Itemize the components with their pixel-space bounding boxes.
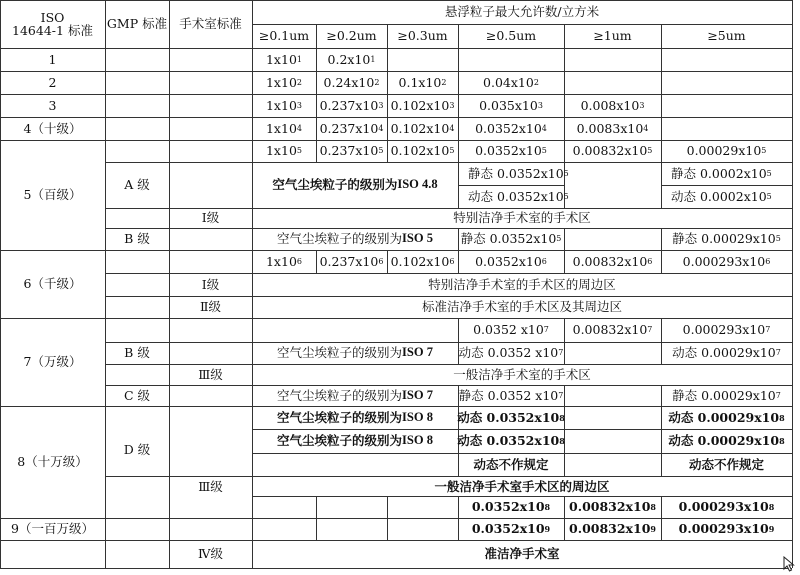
- iso-note-value: ISO 7: [402, 387, 433, 402]
- value-cell: 0.102x10 4: [390, 120, 455, 136]
- iso-note-value: ISO 8: [402, 433, 433, 448]
- value-cell: 1x10 5: [265, 143, 302, 159]
- value-cell: 0.0352x10 4: [475, 120, 547, 136]
- iso-note-c7: [252, 385, 458, 406]
- value-cell: 0.24x10 2: [323, 74, 380, 90]
- or-iii-perimeter: 一般洁净手术室手术区的周边区: [434, 478, 610, 494]
- iso-note-b7: [252, 342, 458, 364]
- gmp-grade-b: B 级: [124, 231, 150, 247]
- value-cell: 0.00832x10 9: [569, 521, 656, 537]
- iso-note-prefix: 空气尘埃粒子的级别为: [277, 433, 403, 449]
- value-cell: 1x10 1: [265, 51, 302, 67]
- value-cell: 1x10 2: [265, 74, 302, 90]
- dynamic-b7-05: 动态 0.0352 x10 7: [458, 345, 564, 361]
- or-i-area: 特别洁净手术室的手术区: [453, 210, 591, 226]
- value-cell: 0.0352x10 8: [471, 499, 551, 515]
- value-cell: 0.04x10 2: [483, 74, 539, 90]
- value-cell: 0.000293x10 7: [682, 322, 771, 338]
- value-cell: 0.1x10 2: [398, 74, 447, 90]
- iso-note-value: ISO 7: [402, 345, 433, 360]
- dynamic-d-5-1: 动态 0.00029x10 8: [668, 409, 785, 425]
- static-b5-05: 静态 0.0352x10 5: [460, 231, 562, 247]
- value-cell: 0.237x10 6: [319, 253, 384, 269]
- header-size-2: ≥0.3um: [397, 28, 448, 44]
- iso-note-b5: [252, 228, 458, 250]
- iso-note-prefix: 空气尘埃粒子的级别为: [277, 345, 403, 361]
- value-cell: 0.00029x10 5: [686, 143, 767, 159]
- static-a-05: 静态 0.0352x10 5: [468, 165, 569, 181]
- iso-note-prefix: 空气尘埃粒子的级别为: [277, 231, 403, 247]
- value-cell: 0.102x10 3: [390, 97, 455, 113]
- header-or: 手术室标准: [179, 16, 242, 32]
- iso-class-8: 8（十万级）: [17, 454, 88, 470]
- iso-note-prefix: 空气尘埃粒子的级别为: [277, 409, 403, 425]
- dynamic-a-05: 动态 0.0352x10 5: [468, 188, 569, 204]
- iso-class-9: 9（一百万级）: [11, 521, 94, 537]
- iso-note-value: ISO 4.8: [397, 177, 438, 192]
- iso-class-1: 1: [48, 51, 57, 67]
- or-iv-area: 准洁净手术室: [484, 546, 560, 562]
- value-cell: 0.0352x10 5: [475, 143, 547, 159]
- value-cell: 0.00832x10 7: [572, 322, 653, 338]
- iso-note-value: ISO 5: [402, 231, 433, 246]
- or-grade-iii: Ⅲ级: [198, 366, 223, 382]
- or-grade-iii-perimeter: Ⅲ级: [198, 478, 223, 494]
- value-cell: 0.000293x10 9: [678, 521, 775, 537]
- value-cell: 0.2x10 1: [327, 51, 376, 67]
- header-size-0: ≥0.1um: [258, 28, 310, 44]
- or-i-perimeter: 特别洁净手术室的手术区的周边区: [428, 276, 616, 292]
- or-grade-i-perimeter: Ⅰ级: [201, 276, 220, 292]
- or-grade-i: Ⅰ级: [201, 210, 220, 226]
- value-cell: 0.008x10 3: [580, 97, 645, 113]
- value-cell: 0.237x10 3: [319, 97, 384, 113]
- value-cell: 0.000293x10 8: [678, 499, 775, 515]
- iso-class-7: 7（万级）: [23, 354, 82, 370]
- value-cell: 0.00832x10 6: [572, 253, 653, 269]
- static-c7-5: 静态 0.00029x10 7: [672, 387, 781, 403]
- header-iso-line1: ISO: [40, 9, 65, 25]
- header-size-5: ≥5um: [707, 28, 746, 44]
- dynamic-b7-5: 动态 0.00029x10 7: [672, 345, 781, 361]
- value-cell: 0.0083x10 4: [576, 120, 649, 136]
- header-size-3: ≥0.5um: [485, 28, 537, 44]
- header-gmp: GMP 标准: [106, 16, 168, 32]
- value-cell: 0.237x10 5: [319, 143, 384, 159]
- iso-note-prefix: 空气尘埃粒子的级别为: [277, 387, 403, 403]
- value-cell: 0.00832x10 8: [569, 499, 656, 515]
- header-iso-line2: 14644-1 标准: [12, 23, 93, 38]
- dynamic-unspecified-5: 动态不作规定: [688, 456, 764, 472]
- header-iso: [0, 0, 105, 48]
- value-cell: 1x10 4: [265, 120, 302, 136]
- iso-note-d1: [252, 406, 458, 429]
- iso-class-6: 6（千级）: [23, 276, 82, 292]
- value-cell: 0.035x10 3: [479, 97, 543, 113]
- value-cell: 1x10 6: [265, 253, 302, 269]
- static-b5-5: 静态 0.00029x10 5: [672, 231, 781, 247]
- iso-note-value: ISO 8: [402, 409, 433, 424]
- gmp-grade-c: C 级: [123, 387, 151, 403]
- dynamic-a-5: 动态 0.0002x10 5: [671, 188, 772, 204]
- iso-class-4: 4（十级）: [23, 120, 82, 136]
- value-cell: 0.237x10 4: [319, 120, 384, 136]
- or-grade-ii: Ⅱ级: [200, 299, 221, 315]
- or-ii-area: 标准洁净手术室的手术区及其周边区: [421, 299, 622, 315]
- dynamic-d-05-2: 动态 0.0352x10 8: [457, 433, 565, 449]
- iso-class-5: 5（百级）: [23, 187, 82, 203]
- iso-note-prefix: 空气尘埃粒子的级别为: [272, 177, 398, 193]
- value-cell: 0.000293x10 6: [682, 253, 771, 269]
- static-a-5: 静态 0.0002x10 5: [671, 165, 772, 181]
- dynamic-d-5-2: 动态 0.00029x10 8: [668, 433, 785, 449]
- mouse-cursor-icon: [783, 556, 795, 572]
- gmp-grade-b-7: B 级: [124, 345, 150, 361]
- or-iii-area: 一般洁净手术室的手术区: [453, 366, 591, 382]
- value-cell: 0.0352 x10 7: [473, 322, 549, 338]
- header-size-1: ≥0.2um: [326, 28, 377, 44]
- value-cell: 0.102x10 6: [390, 253, 455, 269]
- iso-note-a: [252, 162, 458, 208]
- iso-class-3: 3: [48, 97, 57, 113]
- gmp-grade-d: D 级: [123, 442, 151, 458]
- iso-class-2: 2: [48, 74, 57, 90]
- iso-note-d2: [252, 429, 458, 453]
- header-size-4: ≥1um: [593, 28, 632, 44]
- value-cell: 0.0352x10 6: [475, 253, 547, 269]
- dynamic-d-05-1: 动态 0.0352x10 8: [457, 409, 565, 425]
- header-title: 悬浮粒子最大允许数/立方米: [444, 4, 600, 20]
- static-c7-05: 静态 0.0352 x10 7: [458, 387, 564, 403]
- dynamic-unspecified-05: 动态不作规定: [473, 456, 549, 472]
- or-grade-iv: Ⅳ级: [198, 546, 223, 562]
- value-cell: 1x10 3: [265, 97, 302, 113]
- value-cell: 0.102x10 5: [390, 143, 455, 159]
- gmp-grade-a: A 级: [124, 177, 150, 193]
- value-cell: 0.0352x10 9: [471, 521, 551, 537]
- value-cell: 0.00832x10 5: [572, 143, 653, 159]
